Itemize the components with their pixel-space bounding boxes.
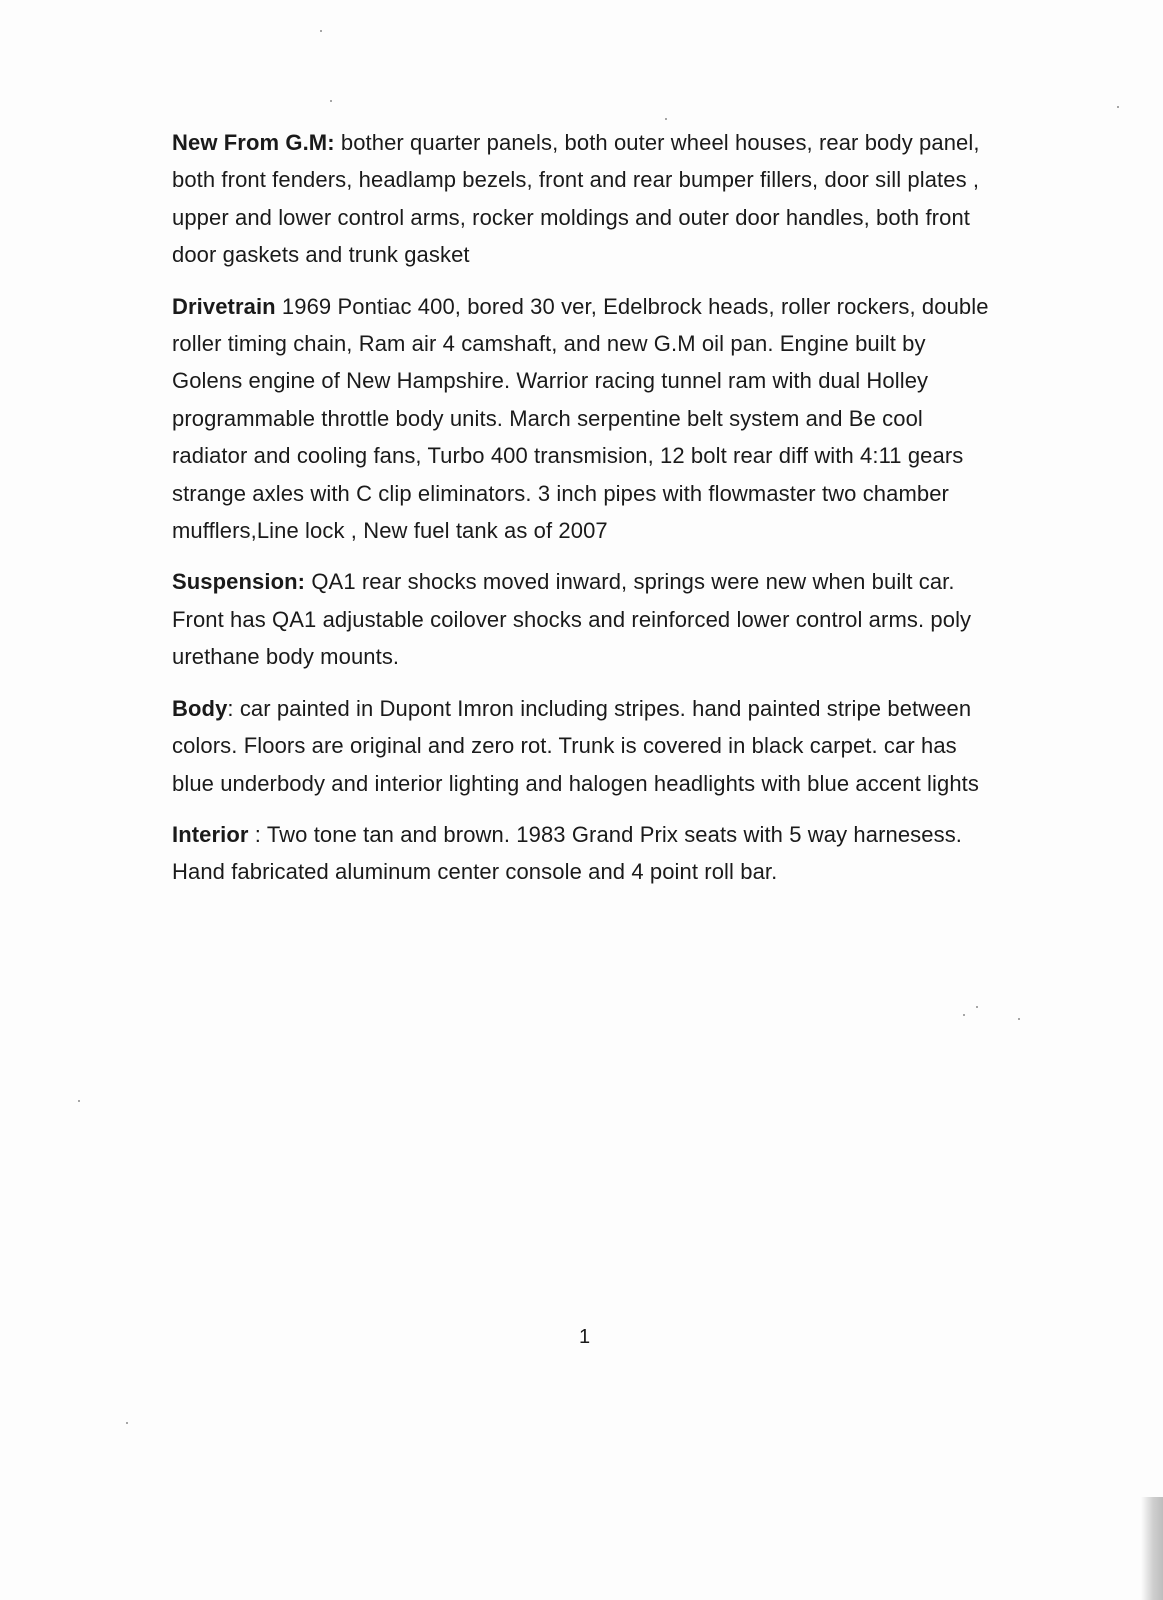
section-text: : Two tone tan and brown. 1983 Grand Prix seats with 5 way harnesess. Hand fabricated aluminum center console and 4 point roll bar. bbox=[172, 821, 963, 885]
section-text: 1969 Pontiac 400, bored 30 ver, Edelbrock heads, roller rockers, double roller timing chain, Ram air 4 camshaft, and new G.M oil pan. Engine built by Golens engine of New Hampshire. Warrior racing tunnel ram with dual Holley programmable throttle body units. March serpentine belt system and Be cool radiator and cooling fans, Turbo 400 transmision, 12 bolt rear diff with 4:11 gears strange axles with C clip eliminators. 3 inch pipes with flowmaster two chamber mufflers,Line lock , New fuel tank as of 2007 bbox=[172, 293, 989, 544]
section-heading: Drivetrain bbox=[172, 293, 276, 319]
scan-speck bbox=[665, 118, 667, 120]
section-text: : car painted in Dupont Imron including stripes. hand painted stripe between colors. Floors are original and zero rot. Trunk is covered in black carpet. car has blue underbody and interior lighting and halogen headlights with blue accent lights bbox=[172, 695, 979, 796]
page-number: 1 bbox=[579, 1326, 591, 1348]
scan-speck bbox=[126, 1422, 128, 1424]
section-drivetrain bbox=[172, 288, 1002, 550]
scan-speck bbox=[1018, 1018, 1020, 1020]
section-heading: New From G.M: bbox=[172, 130, 335, 155]
section-new-from-gm bbox=[172, 124, 1002, 274]
scan-edge-shadow bbox=[1141, 1497, 1163, 1600]
scan-speck bbox=[1117, 106, 1119, 108]
section-heading: Interior bbox=[172, 821, 249, 847]
scan-speck bbox=[330, 100, 332, 102]
scan-speck bbox=[320, 30, 322, 32]
section-text: QA1 rear shocks moved inward, springs were new when built car. Front has QA1 adjustable coilover shocks and reinforced lower control arms. poly urethane body mounts. bbox=[172, 569, 972, 670]
section-suspension bbox=[172, 563, 1002, 675]
scan-speck bbox=[78, 1100, 80, 1102]
section-heading: Body bbox=[172, 695, 228, 721]
section-body bbox=[172, 690, 1002, 802]
section-interior bbox=[172, 816, 1002, 891]
section-heading: Suspension: bbox=[172, 569, 306, 595]
scan-speck bbox=[963, 1014, 965, 1016]
scan-speck bbox=[976, 1006, 978, 1008]
document-body bbox=[172, 124, 1002, 905]
section-text: bother quarter panels, both outer wheel houses, rear body panel, both front fenders, headlamp bezels, front and rear bumper fillers, door sill plates , upper and lower control arms, rocker moldings and outer door handles, both front door gaskets and trunk gasket bbox=[172, 130, 980, 268]
